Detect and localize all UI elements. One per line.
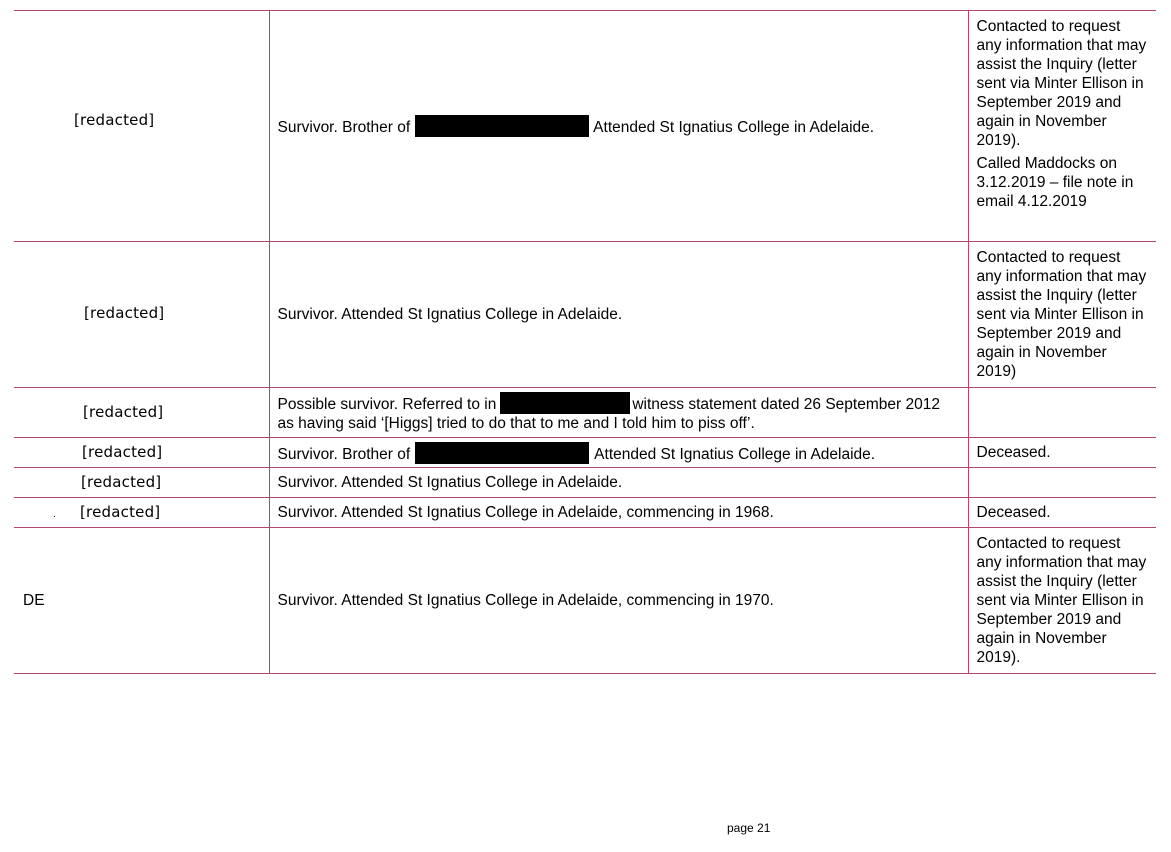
redacted-name: [redacted] — [81, 473, 162, 491]
notes-cell — [968, 498, 1156, 528]
description-cell — [269, 468, 968, 498]
description-text-after: Attended St Ignatius College in Adelaide. — [593, 119, 875, 136]
redacted-name: [redacted] — [82, 443, 163, 461]
notes-cell — [968, 528, 1156, 674]
redaction-box — [415, 115, 589, 137]
description-text-after: witness statement dated 26 September 2012 as having said ‘[Higgs] tried to do that to me and I told him to piss off’. — [277, 396, 940, 432]
description-cell — [269, 388, 968, 438]
description-text-before: Survivor. Brother of — [277, 445, 411, 463]
name-cell — [14, 528, 269, 674]
description-text: Survivor. Attended St Ignatius College in Adelaide. — [277, 306, 623, 323]
note-paragraph: Deceased. — [976, 504, 1051, 521]
description-text: Survivor. Attended St Ignatius College in Adelaide. — [277, 474, 623, 491]
redaction-box — [500, 392, 630, 414]
table-row — [14, 242, 1156, 388]
description-text-before: Possible survivor. Referred to in — [277, 396, 497, 413]
redacted-name: [redacted] — [84, 304, 165, 322]
name-cell — [14, 468, 269, 498]
note-paragraph: Contacted to request any information that may assist the Inquiry (letter sent via Minter Ellison in September 2019 and again in November 2019). — [976, 535, 1147, 666]
description-cell — [269, 242, 968, 388]
note-paragraph: Called Maddocks on 3.12.2019 – file note in email 4.12.2019 — [976, 155, 1134, 210]
name-cell — [14, 242, 269, 388]
table-row — [14, 11, 1156, 242]
notes-cell — [968, 438, 1156, 468]
initials-label: DE — [23, 592, 45, 609]
note-paragraph: Contacted to request any information that may assist the Inquiry (letter sent via Minter Ellison in September 2019 and again in November 2019) — [976, 249, 1147, 380]
table-row — [14, 388, 1156, 438]
notes-cell — [968, 11, 1156, 242]
name-cell — [14, 388, 269, 438]
note-paragraph: Contacted to request any information that may assist the Inquiry (letter sent via Minter Ellison in September 2019 and again in November 2019). — [976, 18, 1147, 149]
table-row — [14, 498, 1156, 528]
description-text-after: Attended St Ignatius College in Adelaide. — [594, 445, 876, 463]
description-cell — [269, 528, 968, 674]
redaction-box — [415, 442, 589, 464]
redacted-name: [redacted] — [80, 503, 161, 521]
note-paragraph: Deceased. — [976, 444, 1051, 461]
table-row — [14, 438, 1156, 468]
description-cell — [269, 498, 968, 528]
description-text-before: Survivor. Brother of — [277, 119, 411, 136]
name-cell — [14, 438, 269, 468]
survivor-table — [14, 10, 1156, 674]
description-text: Survivor. Attended St Ignatius College in Adelaide, commencing in 1968. — [277, 504, 774, 521]
name-cell — [14, 11, 269, 242]
description-cell — [269, 438, 968, 468]
description-cell — [269, 11, 968, 242]
page-number: page 21 — [727, 821, 771, 835]
redacted-name: [redacted] — [74, 111, 155, 129]
description-text: Survivor. Attended St Ignatius College in Adelaide, commencing in 1970. — [277, 592, 774, 609]
table-row — [14, 468, 1156, 498]
stray-mark: . — [53, 509, 56, 520]
redacted-name: [redacted] — [83, 403, 164, 421]
notes-cell — [968, 242, 1156, 388]
notes-cell — [968, 388, 1156, 438]
table-row — [14, 528, 1156, 674]
notes-cell — [968, 468, 1156, 498]
